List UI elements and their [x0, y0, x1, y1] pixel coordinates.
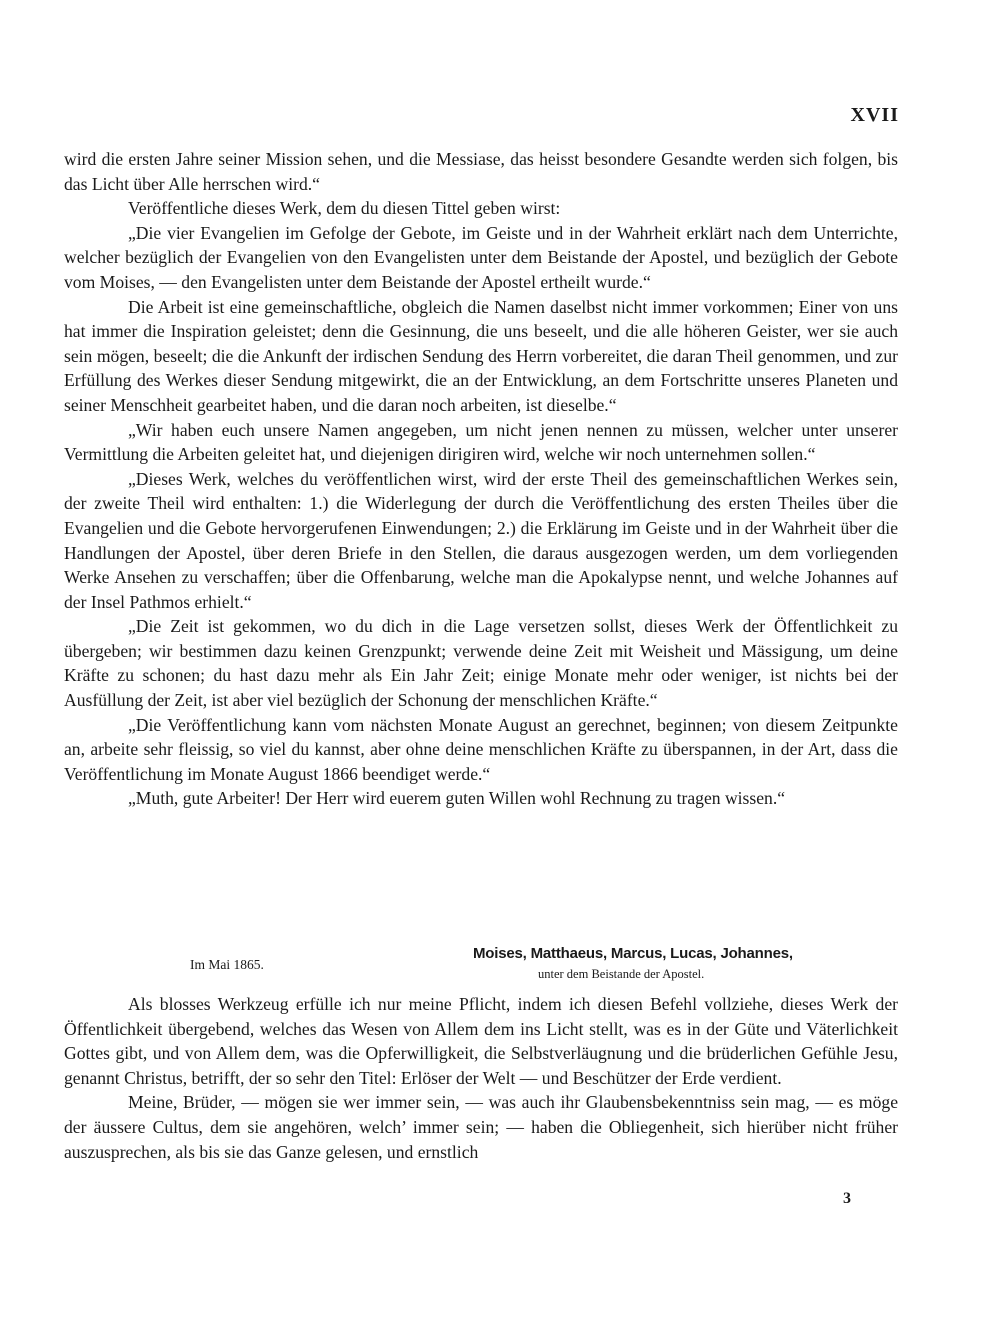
printer-signature-mark: 3	[843, 1190, 851, 1207]
paragraph: Meine, Brüder, — mögen sie wer immer sein, — was auch ihr Glaubensbekenntniss sein mag, — es möge der äussere Cultus, dem sie angehören, welch’ immer sein; — haben die Obliegenheit, sich hierüber nicht früher auszusprechen, als bis sie das Ganze gelesen, und ernstlich	[64, 1092, 898, 1162]
paragraph: „Muth, gute Arbeiter! Der Herr wird euerem guten Willen wohl Rechnung zu tragen wissen.“	[128, 788, 786, 809]
paragraph: Veröffentliche dieses Werk, dem du diesen Tittel geben wirst:	[128, 198, 561, 219]
paragraph: „Die vier Evangelien im Gefolge der Gebote, im Geiste und in der Wahrheit erklärt nach dem Unterrichte, welcher bezüglich der Evangelien von den Evangelisten unter dem Beistande der Apostel, und bezüglich der Gebote vom Moises, — den Evangelisten unter dem Beistande der Apostel ertheilt wurde.“	[64, 222, 898, 292]
paragraph: Die Arbeit ist eine gemeinschaftliche, obgleich die Namen daselbst nicht immer vorkommen; Einer von uns hat immer die Inspiration geleistet; denn die Gesinnung, die uns beseelt, und die alle höheren Geister, wer sie auch sein mögen, beseelt; die die Ankunft der irdischen Sendung des Herrn vorbereitet, die daran Theil genommen, und zur Erfüllung des Werkes dieser Sendung mitgewirkt, die an der Entwicklung, an dem Fortschritte unseres Planeten und seiner Menschheit gearbeitet haben, und die daran noch arbeiten, ist dieselbe.“	[64, 296, 898, 415]
paragraph: Als blosses Werkzeug erfülle ich nur meine Pflicht, indem ich diesen Befehl vollziehe, dieses Werk der Öffentlichkeit übergebend, welches das Wesen von Allem dem ins Licht stellt, was es in der Güte und Väterlichkeit Gottes gibt, und von Allem dem, was die Opferwilligkeit, die Selbstverläugnung und die brüderlichen Gefühle Jesu, genannt Christus, betrifft, der so sehr den Titel: Erlöser der Welt — und Beschützer der Erde verdient.	[64, 994, 898, 1088]
paragraph: „Dieses Werk, welches du veröffentlichen wirst, wird der erste Theil des gemeinschaftlichen Werkes sein, der zweite Theil wird enthalten: 1.) die Widerlegung der durch die Veröffentlichung des ersten Theiles über die Evangelien und die Gebote hervorgerufenen Einwendungen; 2.) die Erklärung im Geiste und in der Wahrheit über die Handlungen der Apostel, über deren Briefe in den Stellen, die daraus ausgezogen werden, um dem vorliegenden Werke Ansehen zu verschaffen; über die Offenbarung, welche man die Apokalypse nennt, und welche Johannes auf der Insel Pathmos erhielt.“	[64, 468, 898, 612]
page-number: XVII	[850, 104, 899, 126]
paragraph: „Die Veröffentlichung kann vom nächsten Monate August an gerechnet, beginnen; von diesem Zeitpunkte an, arbeite sehr fleissig, so viel du kannst, aber ohne deine menschlichen Kräfte zu überspannen, in der Art, dass die Veröffentlichung im Monate August 1866 beendiget werde.“	[64, 714, 898, 784]
signature-names: Moises, Matthaeus, Marcus, Lucas, Johannes,	[473, 945, 793, 962]
body-text-bottom	[64, 992, 898, 1164]
paragraph: wird die ersten Jahre seiner Mission sehen, und die Messiase, das heisst besondere Gesandte werden sich folgen, bis das Licht über Alle herrschen wird.“	[64, 149, 898, 194]
paragraph: „Die Zeit ist gekommen, wo du dich in die Lage versetzen sollst, dieses Werk der Öffentlichkeit zu übergeben; wir bestimmen dazu keinen Grenzpunkt; verwende deine Zeit mit Weisheit und Mässigung, um deine Kräfte zu schonen; du hast dazu mehr als Ein Jahr Zeit; einige Monate mehr oder weniger, ist nichts bei der Ausfüllung der Zeit, ist aber viel bezüglich der Schonung der menschlichen Kräfte.“	[64, 616, 898, 711]
signature-subline: unter dem Beistande der Apostel.	[538, 967, 705, 981]
signature-block	[0, 945, 1000, 985]
paragraph: „Wir haben euch unsere Namen angegeben, um nicht jenen nennen zu müssen, welcher unter unserer Vermittlung die Arbeiten geleitet hat, und diejenigen dirigiren wird, welche wir noch unternehmen sollen.“	[64, 419, 898, 465]
signature-date: Im Mai 1865.	[190, 957, 264, 972]
body-text-top	[64, 147, 898, 811]
